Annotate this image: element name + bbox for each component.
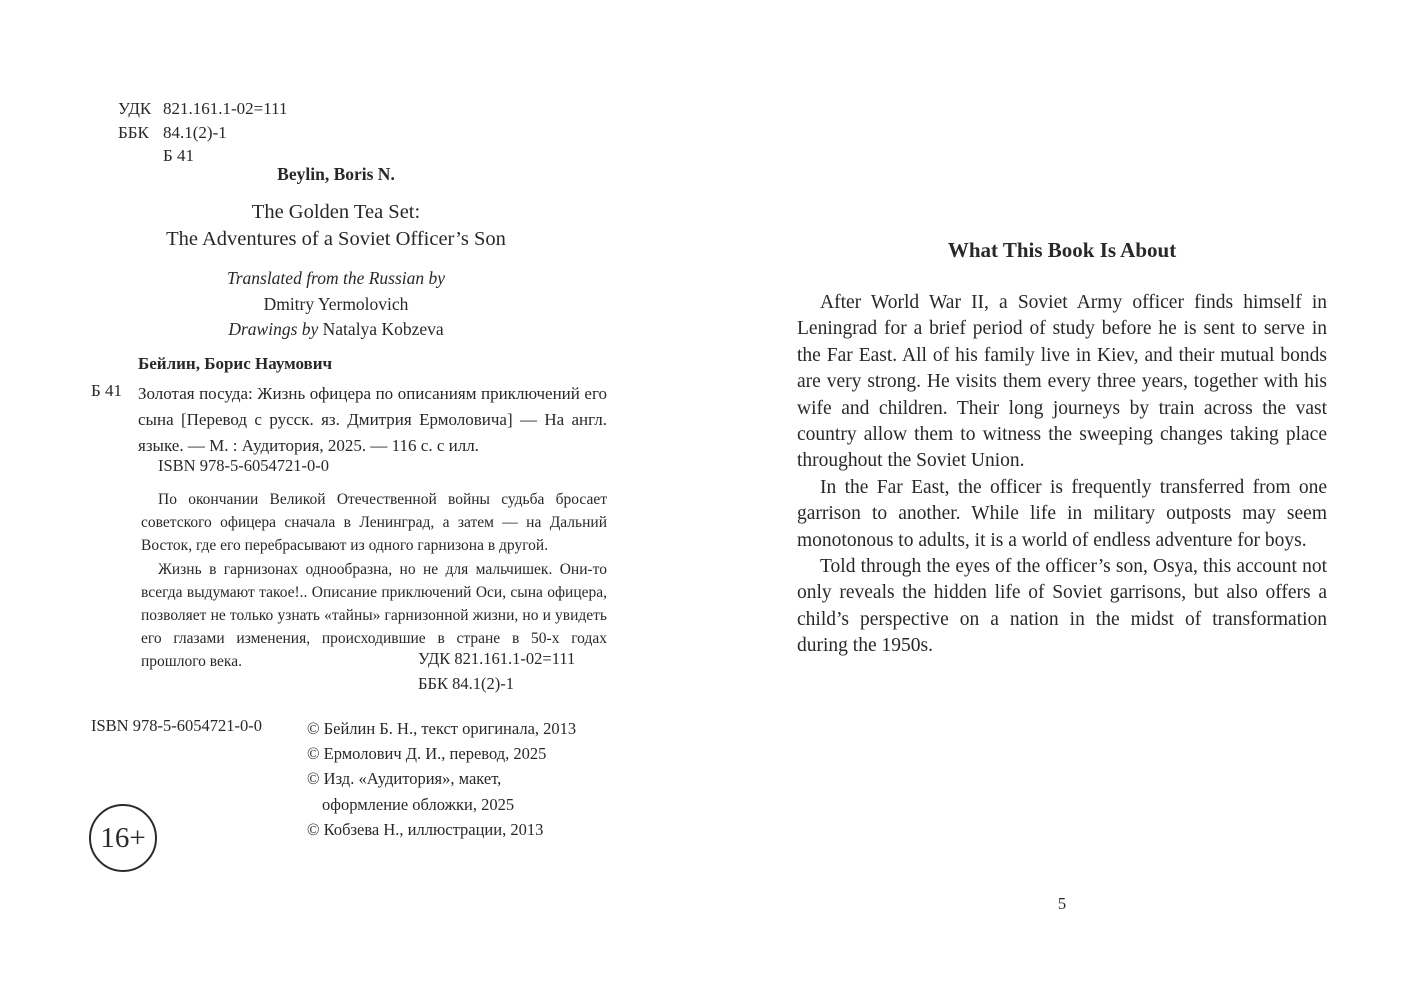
isbn-in-record: ISBN 978-5-6054721-0-0 [158,456,329,475]
copyright-block [307,716,576,842]
copyright-line-publisher: © Изд. «Аудитория», макет, [307,769,502,789]
illustrator-name: Natalya Kobzeva [322,319,444,339]
translated-by-line: Translated from the Russian by [226,268,446,288]
bbk-bottom: ББК 84.1(2)-1 [418,674,514,693]
book-title-line2: The Adventures of a Soviet Officer’s Son [166,228,506,250]
about-page [797,238,1327,660]
bbk-row [118,121,288,145]
isbn-bottom: ISBN 978-5-6054721-0-0 [91,716,262,735]
copyright-line-original-text: © Бейлин Б. Н., текст оригинала, 2013 [307,719,577,738]
catalog-author-sign: Б 41 [91,381,123,400]
age-rating-badge [89,804,157,872]
udk-bottom: УДК 821.161.1-02=111 [418,649,576,668]
book-title [76,199,596,253]
book-title-line1: The Golden Tea Set: [251,201,421,223]
translation-credits [76,266,596,343]
bbk-value: 84.1(2)-1 [163,122,227,142]
chapter-heading: What This Book Is About [947,238,1177,262]
udk-row [118,97,288,121]
body-paragraph-3: Told through the eyes of the officer’s son, Osya, this account not only reveals the hidden life of Soviet garrisons, but also offers a child’s perspective on a nation in the midst of transformation during the 1950s. [797,556,1327,657]
chapter-body [797,290,1327,660]
classification-codes-bottom [418,646,575,696]
author-sign: Б 41 [163,146,195,165]
annotation-paragraph-2: Жизнь в гарнизонах однообразна, но не для мальчишек. Они-то всегда выдумают такое!.. Описание приключений Оси, сына офицера, позволяет не только узнать «тайны» гарнизонной жизни, но и увидеть его глазами изменения, происходившие в стране в 50-х годах прошлого века. [141,560,607,671]
age-rating-text: 16+ [100,821,146,854]
page-number: 5 [1057,894,1067,913]
drawings-by-label: Drawings by [228,319,323,339]
classification-codes-top [118,97,288,168]
body-paragraph-2: In the Far East, the officer is frequently transferred from one garrison to another. While life in military outposts may seem monotonous to adults, it is a world of endless adventure for boys. [797,476,1327,551]
udk-value: 821.161.1-02=111 [163,99,288,118]
copyright-line-illustrations: © Кобзева Н., иллюстрации, 2013 [307,819,544,839]
drawings-credit-line [76,317,596,343]
author-name-english: Beylin, Boris N. [277,164,395,184]
catalog-record [91,381,607,459]
copyright-line-publisher-cont: оформление обложки, 2025 [322,794,515,814]
body-paragraph-1: After World War II, a Soviet Army officer finds himself in Leningrad for a brief period of study before he is sent to serve in the Far East. All of his family live in Kiev, and their mutual bonds are very strong. He visits them every three years, together with his wife and children. Their long journeys by train across the vast country allow them to witness the sweeping changes taking place throughout the Soviet Union. [797,292,1327,472]
udk-label: УДК [118,99,152,118]
translator-name: Dmitry Yermolovich [263,293,409,314]
annotation-paragraph-1: По окончании Великой Отечественной войны судьба бросает советского офицера сначала в Ленинград, а затем — на Дальний Восток, где его перебрасывают из одного гарнизона в другой. [141,491,607,555]
catalog-entry-text: Золотая посуда: Жизнь офицера по описаниям приключений его сына [Перевод с русск. яз. Дмитрия Ермоловича] — На англ. языке. — М. : Аудитория, 2025. — 116 с. с илл. [138,384,607,455]
copyright-line-translation: © Ермолович Д. И., перевод, 2025 [307,744,547,764]
bbk-label: ББК [118,122,149,142]
author-name-russian: Бейлин, Борис Наумович [138,354,333,373]
title-block [76,164,596,343]
